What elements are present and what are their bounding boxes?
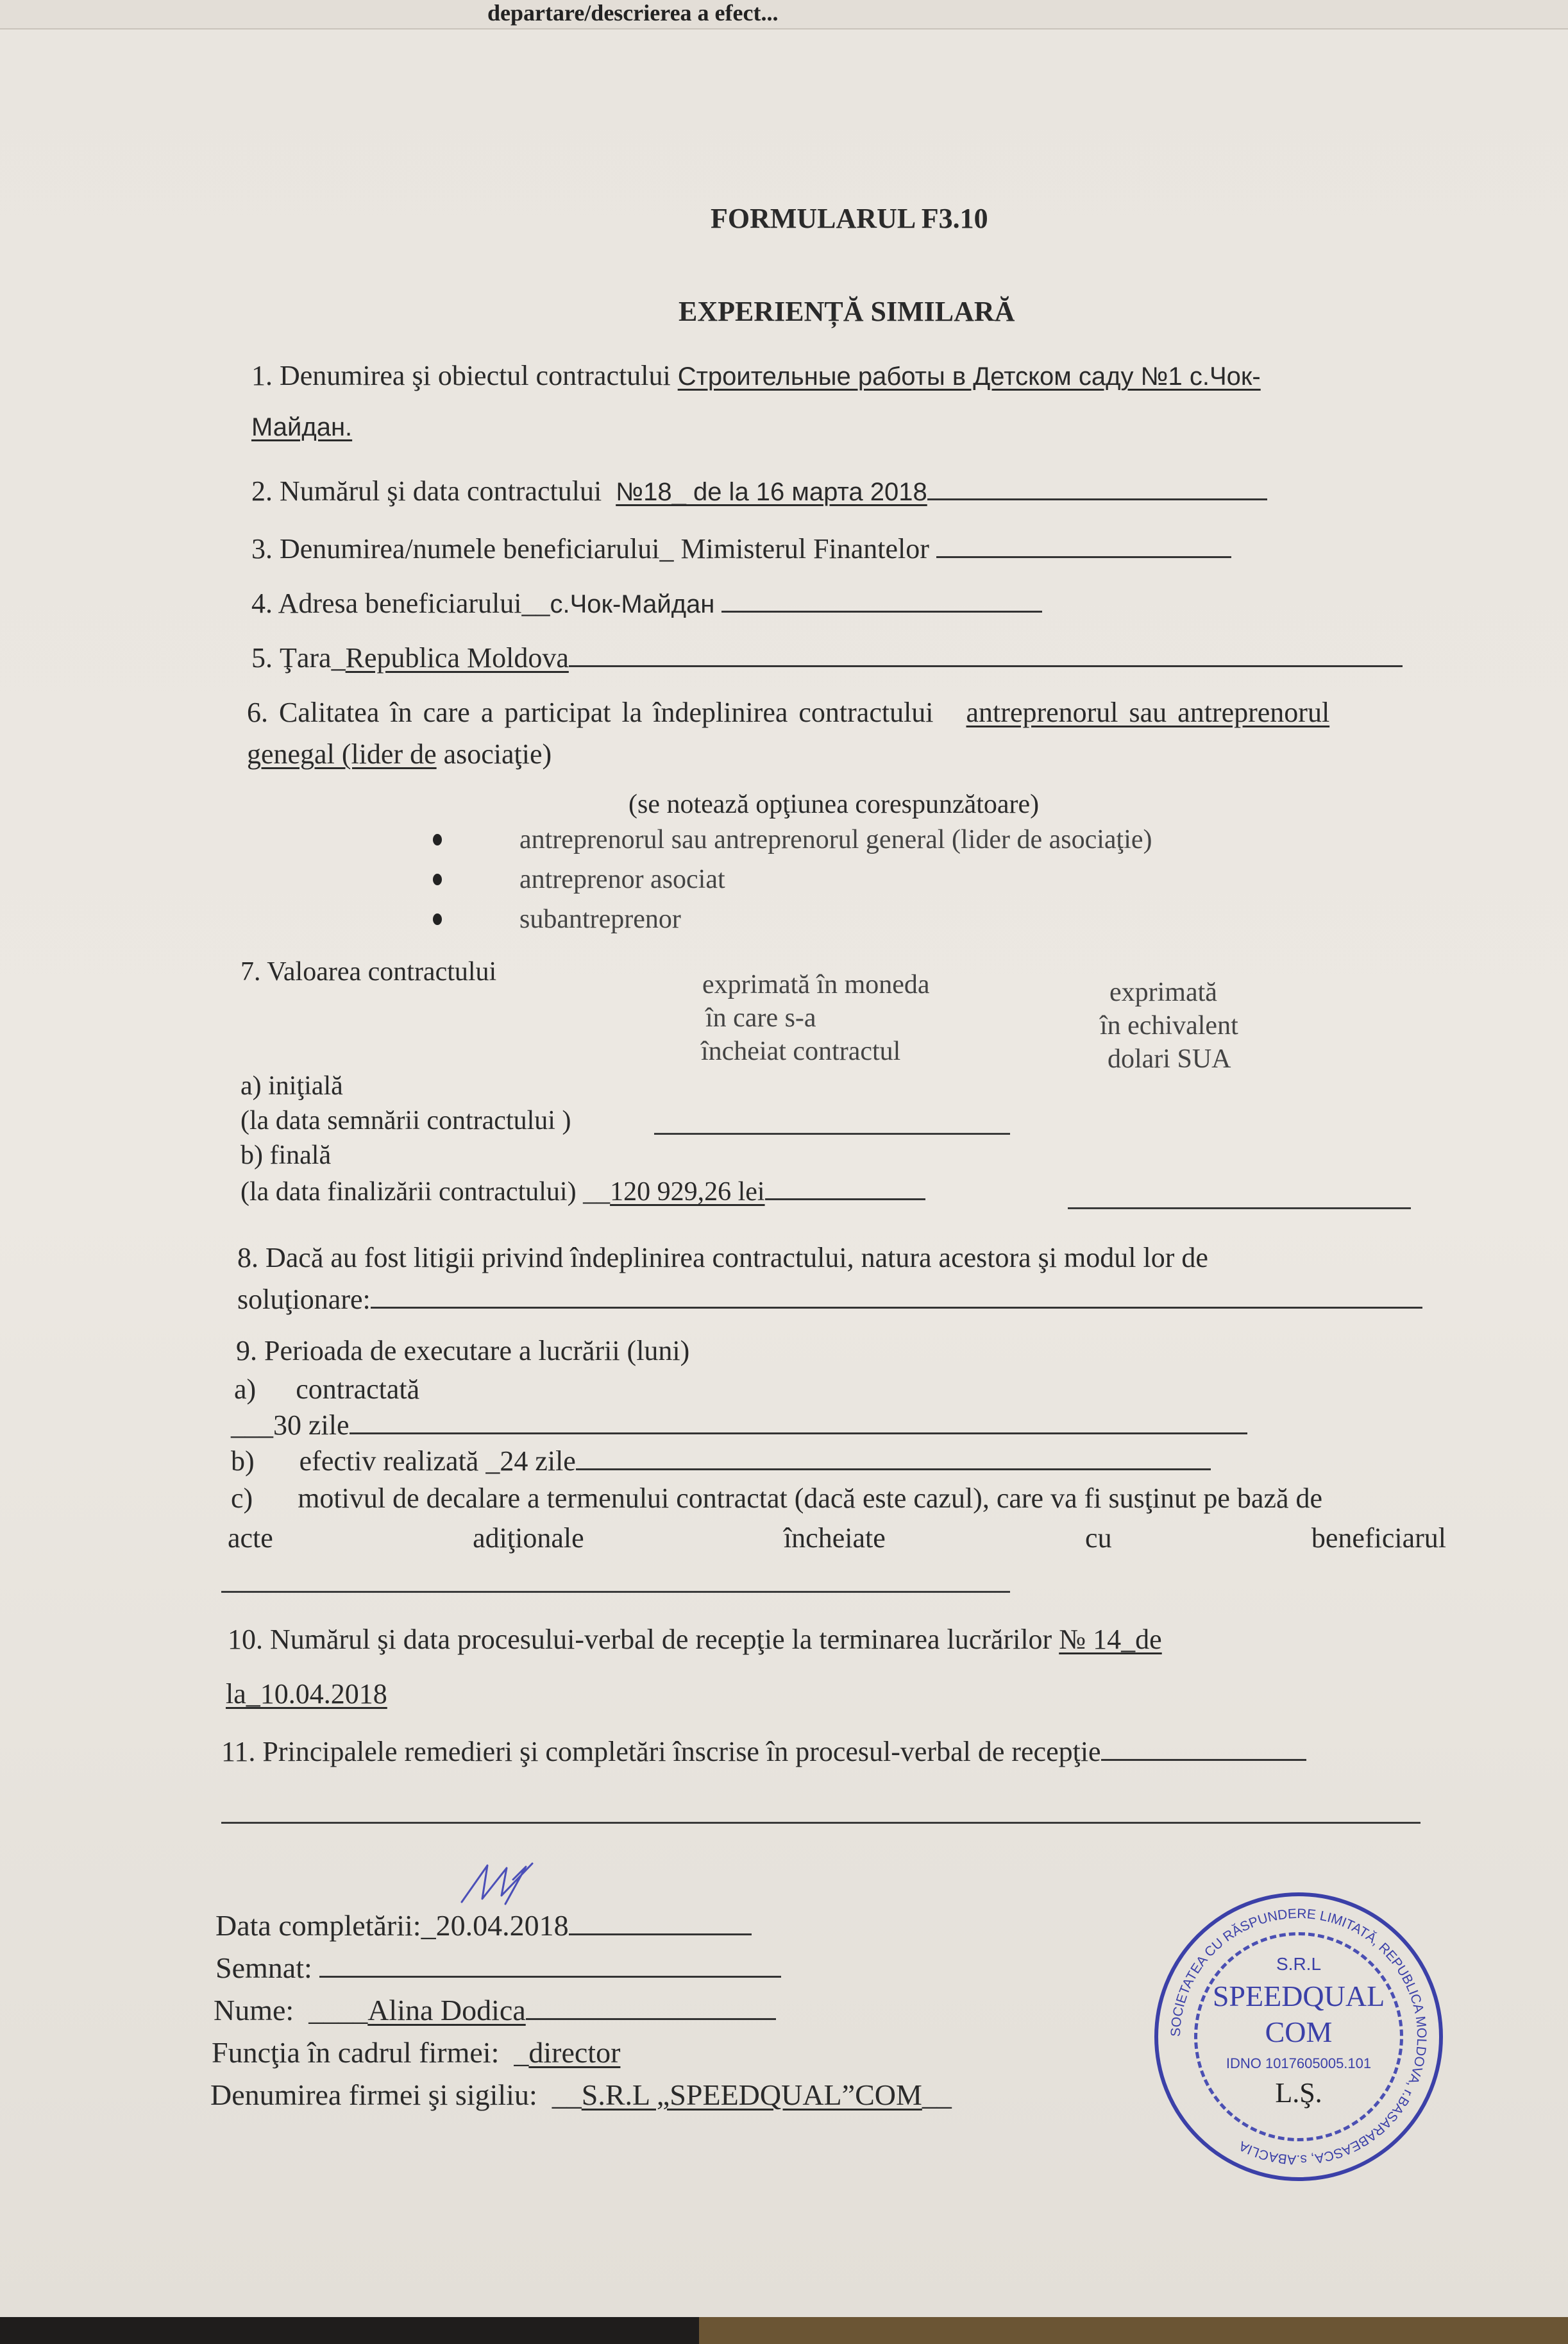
desk-wood-area <box>699 2317 1568 2344</box>
q9-a-value[interactable]: 30 zile <box>273 1409 350 1441</box>
q8-row-cont <box>237 1283 1422 1316</box>
q9-a-row <box>234 1373 419 1406</box>
q7-col-currency-2: în care s-a <box>705 1003 816 1033</box>
q7-final-blank[interactable] <box>765 1175 925 1200</box>
q4-value[interactable]: с.Чок-Майдан <box>550 590 715 618</box>
q7-final-usd-blank[interactable] <box>1068 1207 1411 1209</box>
bullet-icon <box>433 834 442 845</box>
q9-c-word: cu <box>1085 1522 1112 1554</box>
stamp-ls: L.Ş. <box>1275 2077 1322 2109</box>
completion-date-row: Data completării:_20.04.2018 <box>215 1908 752 1943</box>
q9-a-text: contractată <box>296 1373 420 1405</box>
completion-date-label: Data completării: <box>215 1909 421 1942</box>
q9-c-word: beneficiarul <box>1311 1522 1446 1554</box>
q4-blank[interactable] <box>721 588 1042 613</box>
q1-label: 1. Denumirea şi obiectul contractului <box>251 360 671 391</box>
q7-final-label: b) finală <box>240 1141 332 1170</box>
q7-col-currency-3: încheiat contractul <box>701 1037 901 1066</box>
q8-blank[interactable] <box>371 1284 1422 1309</box>
q9-c-word: încheiate <box>783 1522 886 1554</box>
signature-field[interactable] <box>319 1953 781 1978</box>
q3-value[interactable]: Mimisterul Finantelor <box>680 533 929 565</box>
position-label: Funcţia în cadrul firmei: <box>212 2036 500 2069</box>
completion-date-blank[interactable] <box>569 1910 752 1935</box>
q7-final-row: (la data finalizării contractului) __120 929,26 lei <box>240 1175 925 1208</box>
q9-c-row <box>231 1482 1322 1515</box>
q5-blank[interactable] <box>569 642 1403 667</box>
q9-c-label: c) <box>231 1482 253 1514</box>
q9-a-blank[interactable] <box>350 1409 1247 1434</box>
q4-label: 4. Adresa beneficiarului__ <box>251 588 550 619</box>
q6-row <box>247 696 1329 729</box>
q10-row <box>228 1623 1162 1656</box>
q9-b-blank[interactable] <box>576 1445 1211 1470</box>
q7-col-usd-2: în echivalent <box>1100 1011 1238 1040</box>
q7-initial-blank[interactable] <box>654 1133 1010 1135</box>
bullet-icon <box>433 874 442 885</box>
stamp-name-line1: SPEEDQUAL <box>1212 1980 1385 2012</box>
q4-row <box>251 587 1042 621</box>
page-title: EXPERIENȚĂ SIMILARĂ <box>679 296 1015 327</box>
q3-row <box>251 532 1231 566</box>
q6-value-rest: asociaţie) <box>443 738 552 770</box>
bullet-icon <box>433 913 442 925</box>
q11-label: 11. Principalele remedieri şi completări înscrise în procesul-verbal de recepţie <box>221 1736 1101 1767</box>
stamp-srl: S.R.L <box>1276 1954 1322 1974</box>
company-stamp <box>1154 1892 1443 2181</box>
company-row: Denumirea firmei şi sigiliu: __S.R.L „SPEEDQUAL”COM__ <box>210 2078 952 2111</box>
q7-col-currency-1: exprimată în moneda <box>702 970 930 999</box>
position-row: Funcţia în cadrul firmei: _director <box>212 2036 621 2069</box>
stamp-outer-text-path: SOCIETATEA CU RĂSPUNDERE LIMITATĂ, REPUBLICA MOLDOVA, r.BASARABEASCA, s.ABACLIA <box>1168 1906 1429 2168</box>
q7-label: 7. Valoarea contractului <box>240 957 497 987</box>
q3-label: 3. Denumirea/numele beneficiarului_ <box>251 533 674 565</box>
handwritten-signature-icon <box>449 1860 577 1905</box>
q6-value-cont[interactable]: genegal (lider de <box>247 738 437 770</box>
q3-blank[interactable] <box>936 533 1231 558</box>
q7-col-usd-3: dolari SUA <box>1108 1044 1231 1074</box>
form-code: FORMULARUL F3.10 <box>711 203 988 234</box>
signed-label: Semnat: <box>215 1951 312 1984</box>
q2-value[interactable]: №18_ de la 16 марта 2018 <box>616 478 927 506</box>
q5-label: 5. Ţara <box>251 642 332 674</box>
q8-label: 8. Dacă au fost litigii privind îndeplinirea contractului, natura acestora şi modul lor de <box>237 1242 1208 1273</box>
company-label: Denumirea firmei şi sigiliu: <box>210 2078 537 2111</box>
q8-label-cont: soluţionare: <box>237 1284 371 1315</box>
q7-initial-note: (la data semnării contractului ) <box>240 1106 571 1135</box>
q5-value[interactable]: Republica Moldova <box>345 642 569 674</box>
q9-b-value[interactable]: 24 zile <box>500 1445 576 1477</box>
company-value[interactable]: S.R.L „SPEEDQUAL”COM <box>581 2078 922 2111</box>
name-label: Nume: <box>214 1994 294 2026</box>
q9-b-label: b) <box>231 1445 255 1477</box>
q6-note: (se notează opţiunea corespunzătoare) <box>628 790 1040 819</box>
q7-col-usd-1: exprimată <box>1109 978 1217 1007</box>
q9-b-text: efectiv realizată <box>299 1445 479 1477</box>
q7-block <box>240 956 1459 1219</box>
q7-initial-label: a) iniţială <box>240 1071 343 1101</box>
q9-c-justified-row <box>228 1522 1446 1555</box>
q9-c-word: adiţionale <box>473 1522 584 1554</box>
q6-option-1[interactable]: antreprenorul sau antreprenorul general (lider de asociaţie) <box>519 825 1152 854</box>
q5-row: 5. Ţara_Republica Moldova <box>251 641 1403 675</box>
underlying-page <box>0 0 1568 30</box>
position-value[interactable]: director <box>528 2036 621 2069</box>
q2-blank[interactable] <box>927 475 1267 500</box>
q9-a-label: a) <box>234 1373 257 1405</box>
q7-final-note: (la data finalizării contractului) <box>240 1177 577 1207</box>
q9-c-blank[interactable] <box>221 1591 1010 1593</box>
name-row: Nume: ____Alina Dodica <box>214 1993 776 2028</box>
q6-option-3[interactable]: subantreprenor <box>519 904 681 934</box>
q7-final-value[interactable]: 120 929,26 lei <box>610 1177 765 1207</box>
stamp-name-line2: COM <box>1265 2016 1333 2048</box>
q11-blank-line-2[interactable] <box>221 1822 1420 1824</box>
desk-dark-area <box>0 2317 718 2344</box>
q10-value[interactable]: № 14_de <box>1059 1624 1162 1655</box>
q6-value[interactable]: antreprenorul sau antreprenorul <box>966 697 1330 728</box>
q9-c-word: acte <box>228 1522 273 1554</box>
q9-a-value-row: ___30 zile <box>231 1409 1247 1442</box>
q9-label: 9. Perioada de executare a lucrării (luni) <box>236 1335 690 1366</box>
q1-row <box>251 359 1261 393</box>
q6-option-2[interactable]: antreprenor asociat <box>519 865 725 894</box>
q11-row <box>221 1735 1306 1769</box>
q1-value-cont[interactable]: Майдан. <box>251 413 353 441</box>
q2-row <box>251 475 1267 509</box>
name-value[interactable]: Alina Dodica <box>367 1994 526 2026</box>
q9-b-row: b) efectiv realizată _24 zile <box>231 1445 1211 1478</box>
q10-label: 10. Numărul şi data procesului-verbal de recepţie la terminarea lucrărilor <box>228 1624 1052 1655</box>
q11-blank[interactable] <box>1101 1736 1306 1761</box>
q1-value[interactable]: Строительные работы в Детском саду №1 с.Чок- <box>677 362 1261 391</box>
underlying-page-text: departare/descrierea a efect... <box>487 0 779 26</box>
stamp-idno: IDNO 1017605005.101 <box>1226 2055 1372 2071</box>
q2-label: 2. Numărul şi data contractului <box>251 475 602 507</box>
q6-row-cont <box>247 738 552 771</box>
completion-date-value[interactable]: 20.04.2018 <box>435 1909 569 1942</box>
q10-value-cont[interactable]: la_10.04.2018 <box>226 1678 387 1710</box>
name-blank[interactable] <box>526 1995 776 2020</box>
signed-row <box>215 1951 781 1985</box>
q9-c-text: motivul de decalare a termenului contractat (dacă este cazul), care va fi susţinut pe bază de <box>298 1482 1323 1514</box>
q6-label: 6. Calitatea în care a participat la îndeplinirea contractului <box>247 697 934 728</box>
